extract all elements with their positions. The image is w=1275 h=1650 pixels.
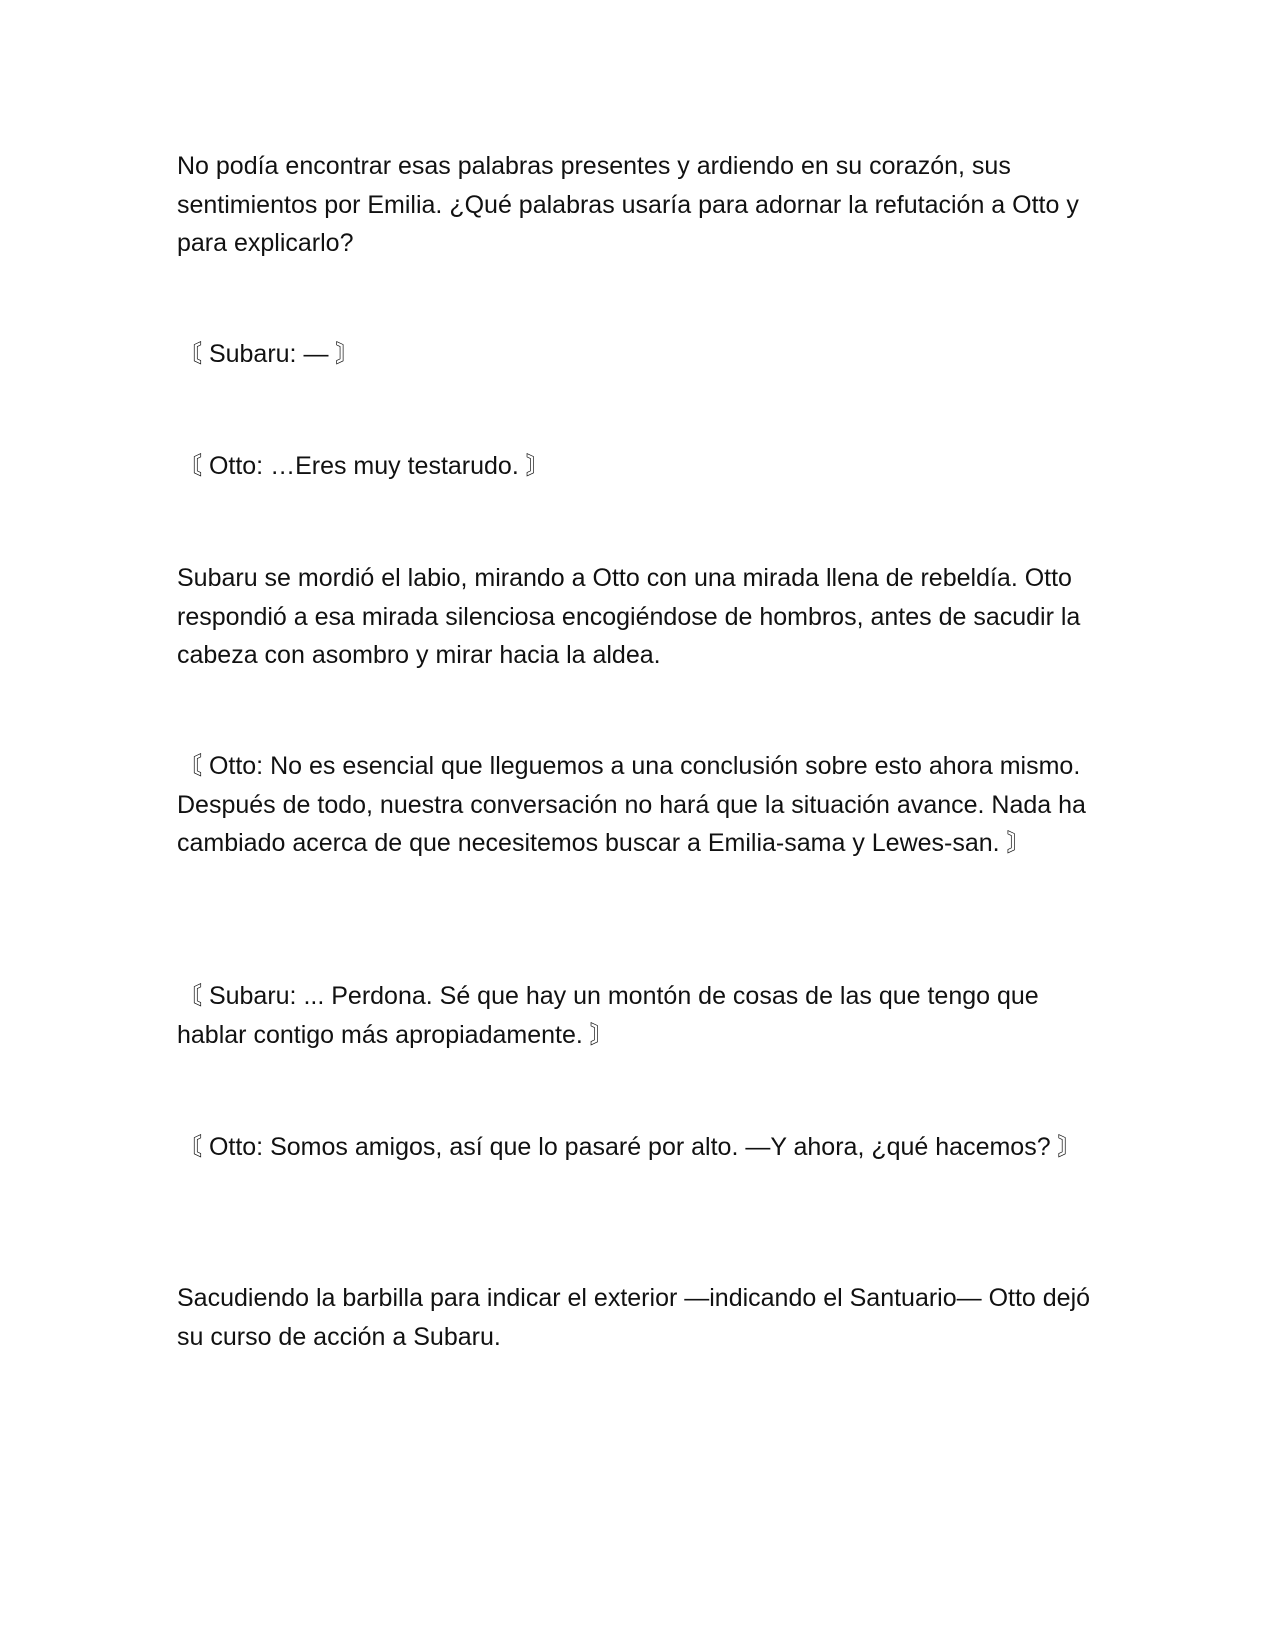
paragraph-narration-3: Sacudiendo la barbilla para indicar el exterior —indicando el Santuario— Otto dejó su curso de acción a Subaru. <box>177 1284 1091 1351</box>
dialogue-otto-1: 〘 Otto: …Eres muy testarudo. 〙 <box>177 452 551 480</box>
dialogue-otto-2: 〘 Otto: No es esencial que lleguemos a una conclusión sobre esto ahora mismo. Después de todo, nuestra conversación no hará que la situación avance. Nada ha cambiado acerca de que necesitemos buscar a Emilia-sama y Lewes-san. 〙 <box>177 752 1086 857</box>
paragraph-narration-1: No podía encontrar esas palabras presentes y ardiendo en su corazón, sus sentimientos por Emilia. ¿Qué palabras usaría para adornar la refutación a Otto y para explicarlo? <box>177 152 1079 257</box>
dialogue-otto-3: 〘 Otto: Somos amigos, así que lo pasaré por alto. —Y ahora, ¿qué hacemos? 〙 <box>177 1133 1083 1161</box>
paragraph-narration-2: Subaru se mordió el labio, mirando a Otto con una mirada llena de rebeldía. Otto respondió a esa mirada silenciosa encogiéndose de hombros, antes de sacudir la cabeza con asombro y mirar hacia la aldea. <box>177 564 1081 669</box>
dialogue-subaru-1: 〘 Subaru: — 〙 <box>177 340 361 368</box>
dialogue-subaru-2: 〘 Subaru: ... Perdona. Sé que hay un montón de cosas de las que tengo que hablar contigo más apropiadamente. 〙 <box>177 982 1039 1049</box>
